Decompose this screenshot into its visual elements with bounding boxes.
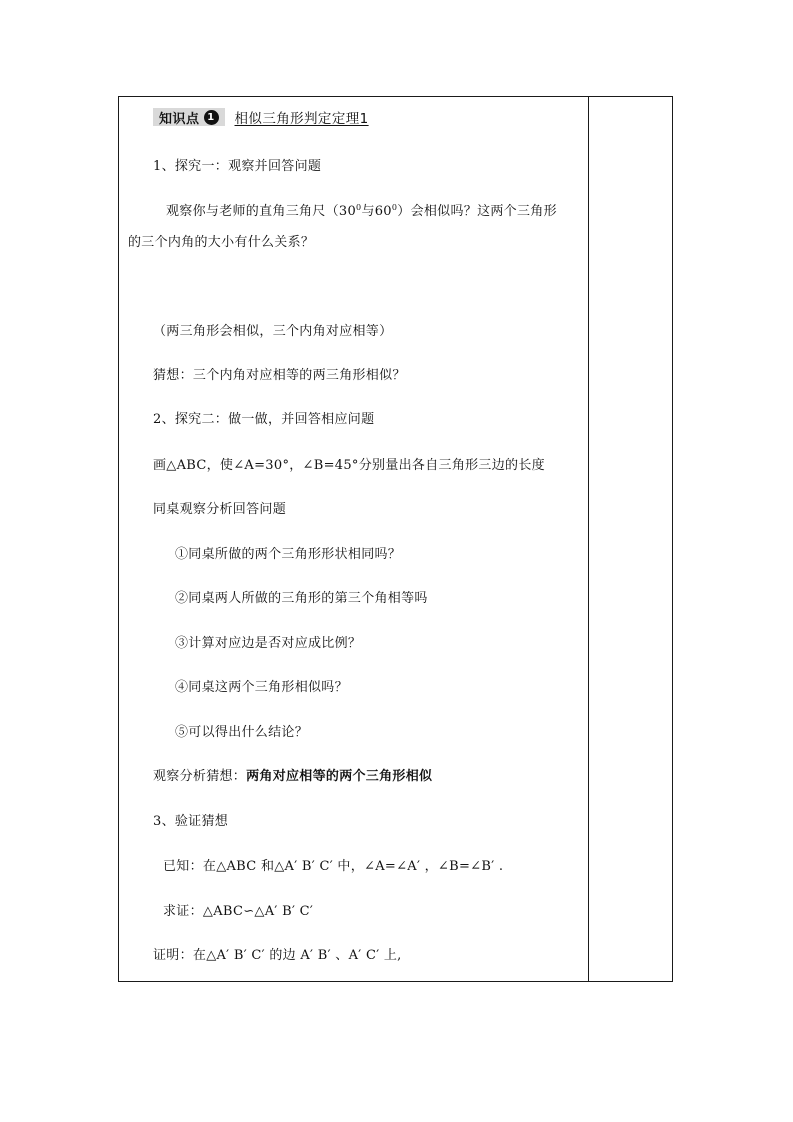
section1-title: 1、探究一：观察并回答问题	[153, 159, 322, 174]
section2-task: 画△ABC，使∠A=30°，∠B=45°分别量出各自三角形三边的长度	[153, 458, 545, 473]
question-text-b: 与60	[361, 204, 392, 219]
table-frame	[118, 96, 673, 982]
heading-title: 相似三角形判定定理1	[234, 111, 369, 127]
section3-proof: 证明：在△A′ B′ C′ 的边 A′ B′ 、A′ C′ 上,	[153, 948, 402, 963]
section1-answer: （两三角形会相似，三个内角对应相等）	[153, 324, 393, 339]
section2-title: 2、探究二：做一做，并回答相应问题	[153, 412, 375, 427]
badge-label: 知识点	[159, 111, 200, 127]
section2-instruction: 同桌观察分析回答问题	[153, 502, 287, 517]
question-item: ②同桌两人所做的三角形的第三个角相等吗	[175, 591, 428, 606]
section1-question-line1	[166, 204, 557, 220]
section2-conclusion	[153, 769, 432, 785]
section3-title: 3、验证猜想	[153, 814, 229, 829]
degree-sup-1: 0	[356, 203, 362, 212]
degree-sup-2: 0	[391, 203, 398, 212]
section3-prove: 求证：△ABC∽△A′ B′ C′	[163, 904, 314, 919]
knowledge-point-heading	[153, 106, 369, 128]
question-item: ④同桌这两个三角形相似吗？	[175, 680, 348, 695]
section1-question-line2: 的三个内角的大小有什么关系？	[128, 235, 315, 250]
conclusion-prefix: 观察分析猜想：	[153, 769, 247, 784]
section1-guess: 猜想：三个内角对应相等的两三角形相似？	[153, 368, 406, 383]
question-text-a: 观察你与老师的直角三角尺（30	[166, 204, 357, 219]
knowledge-point-badge	[153, 108, 225, 126]
question-item: ③计算对应边是否对应成比例？	[175, 636, 362, 651]
section3-given: 已知：在△ABC 和△A′ B′ C′ 中，∠A=∠A′ ，∠B=∠B′ .	[163, 859, 504, 874]
column-divider	[588, 96, 589, 982]
question-item: ⑤可以得出什么结论？	[175, 725, 309, 740]
question-item: ①同桌所做的两个三角形形状相同吗？	[175, 547, 402, 562]
conclusion-bold: 两角对应相等的两个三角形相似	[246, 769, 433, 784]
question-text-c: ）会相似吗？这两个三角形	[397, 204, 557, 219]
number-one-icon: 1	[204, 110, 219, 125]
